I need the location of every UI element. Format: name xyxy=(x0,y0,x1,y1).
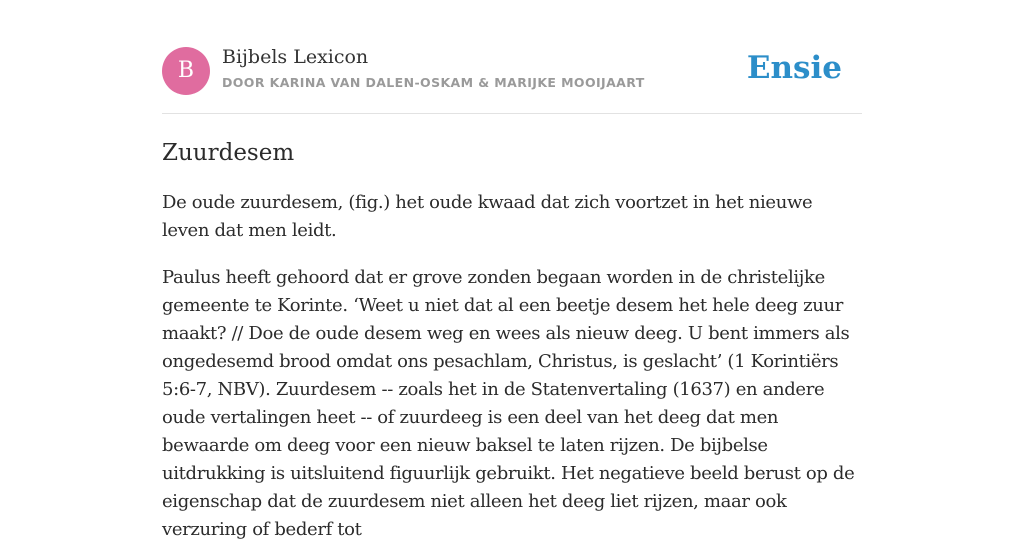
ensie-logo[interactable]: Ensie xyxy=(746,50,842,86)
dictionary-authors: DOOR KARINA VAN DALEN-OSKAM & MARIJKE MOOIJAART xyxy=(222,75,645,90)
entry-body: Paulus heeft gehoord dat er grove zonden begaan worden in de christelijke gemeente te Korinte. ‘Weet u niet dat al een beetje desem het hele deeg zuur maakt? // Doe de oude desem weg en wees als nieuw deeg. U bent immers als ongedesemd brood omdat ons pesachlam, Christus, is geslacht’ (1 Korintiërs 5:6-7, NBV). Zuurdesem -- zoals het in de Statenvertaling (1637) en andere oude vertalingen heet -- of zuurdeeg is een deel van het deeg dat men bewaarde om deeg voor een nieuw baksel te laten rijzen. De bijbelse uitdrukking is uitsluitend figuurlijk gebruikt. Het negatieve beeld berust op de eigenschap dat de zuurdesem niet alleen het deeg liet rijzen, maar ook verzuring of bederf tot xyxy=(162,267,855,540)
page-container xyxy=(162,0,862,544)
dictionary-header xyxy=(162,0,862,114)
entry-definition: De oude zuurdesem, (fig.) het oude kwaad dat zich voortzet in het nieuwe leven dat men leidt. xyxy=(162,192,813,241)
dictionary-avatar[interactable]: B xyxy=(162,47,210,95)
entry-title: Zuurdesem xyxy=(162,140,295,166)
dictionary-title[interactable]: Bijbels Lexicon xyxy=(222,46,369,68)
